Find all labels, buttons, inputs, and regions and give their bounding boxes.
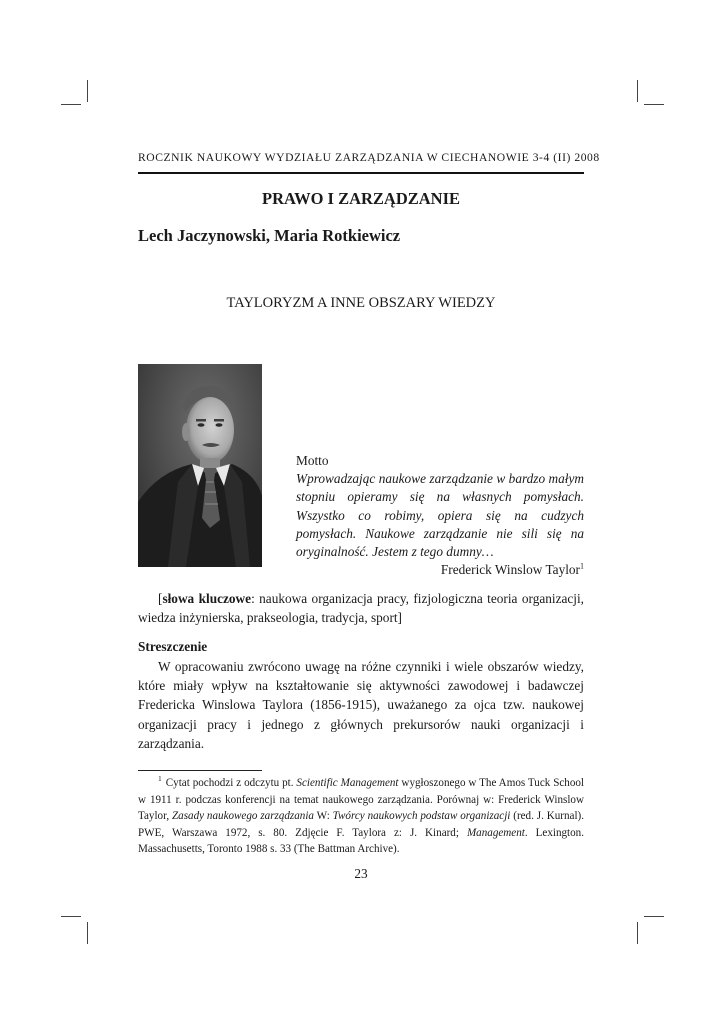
footnote-reference: 1 [580, 561, 584, 571]
keywords-label: słowa kluczowe [162, 591, 252, 606]
running-head: ROCZNIK NAUKOWY WYDZIAŁU ZARZĄDZANIA W CIECHANOWIE 3-4 (II) 2008 [138, 151, 600, 164]
header-rule [138, 172, 584, 174]
authors: Lech Jaczynowski, Maria Rotkiewicz [138, 226, 401, 245]
crop-mark [61, 916, 81, 917]
footnote-italic: Twórcy naukowych podstaw organizacji [332, 810, 511, 823]
crop-mark [87, 80, 88, 102]
footnote-text: Cytat pochodzi z odczytu pt. [165, 777, 297, 789]
abstract-heading: Streszczenie [138, 639, 208, 654]
footnote-rule [138, 770, 262, 771]
crop-mark [644, 104, 664, 105]
section-title: PRAWO I ZARZĄDZANIE [261, 189, 461, 208]
abstract-paragraph: W opracowaniu zwrócono uwagę na różne czynniki i wiele obszarów wiedzy, które miały wpływ na kształtowanie się aktywności zawodowej i badawczej Fredericka Winslowa Taylora (1856-1915), uważanego za ojca tzw. naukowej organizacji pracy i jednego z głównych prekursorów nauki organizacji i zarządzania. [138, 659, 584, 751]
motto-label: Motto [296, 453, 329, 468]
footnote-italic: Scientific Management [296, 777, 399, 789]
footnote-text: W: [313, 810, 333, 823]
portrait-photo [138, 364, 262, 567]
portrait-illustration [138, 364, 262, 567]
crop-mark [637, 922, 638, 944]
keywords-open-bracket: [ [158, 591, 163, 606]
footnote-text: (red. J. Kurnal). PWE, Warszawa 1972, s. 80. Zdjęcie F. Taylora z: J. Kinard; [138, 810, 584, 839]
motto-author: Frederick Winslow Taylor [440, 562, 580, 578]
crop-mark [87, 922, 88, 944]
footnote-text: . Lexington. Massachusetts, Toronto 1988 s. 33 (The Battman Archive). [138, 826, 584, 856]
footnote-text: wygłoszonego w The Amos Tuck School w 1911 r. podczas konferencji na temat naukowego zarządzania. Porównaj w: Frederick Winslow Taylor, [138, 777, 585, 823]
footnote-italic: Zasady naukowego zarządzania [172, 810, 314, 823]
keywords-paragraph [138, 589, 584, 627]
crop-mark [637, 80, 638, 102]
motto-block [296, 452, 584, 579]
footnote-number: 1 [158, 774, 162, 784]
crop-mark [644, 916, 664, 917]
motto-author-line [296, 561, 584, 579]
crop-mark [61, 104, 81, 105]
article-title: TAYLORYZM A INNE OBSZARY WIEDZY [226, 295, 496, 311]
footnote-italic: Management [466, 826, 525, 839]
page-number: 23 [354, 866, 368, 881]
keywords-text: : naukowa organizacja pracy, fizjologiczna teoria organizacji, wiedza inżynierska, prakseologia, tradycja, sport] [138, 591, 584, 626]
footnote [138, 775, 584, 858]
motto-quote: Wprowadzając naukowe zarządzanie w bardzo małym stopniu opieramy się na własnych pomysłach. Wszystko co robimy, opiera się na cudzych pomysłach. Naukowe zarządzanie nie sili się na oryginalność. Jestem z tego dumny… [296, 471, 584, 560]
